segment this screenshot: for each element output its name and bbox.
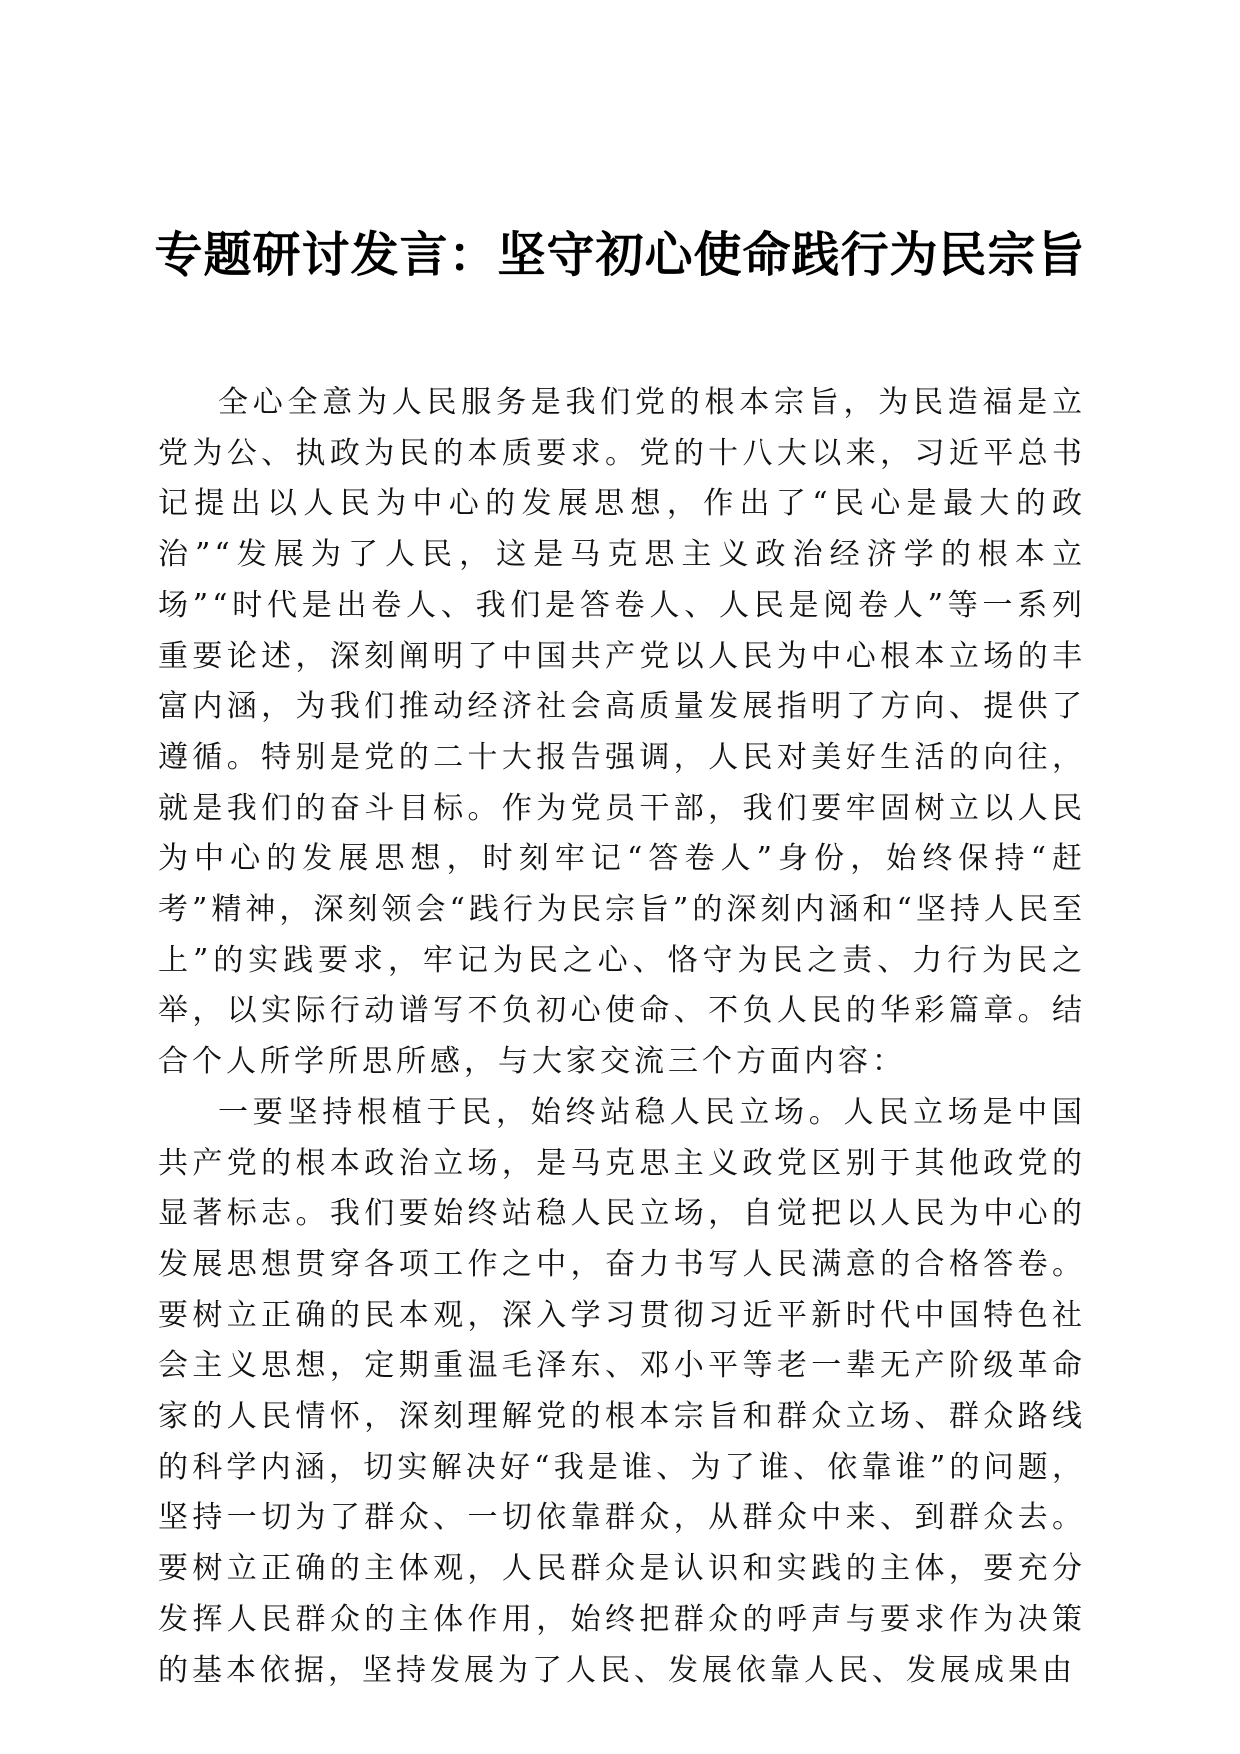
paragraph-point-one: 一要坚持根植于民，始终站稳人民立场。人民立场是中国共产党的根本政治立场，是马克思主义政党区别于其他政党的显著标志。我们要始终站稳人民立场，自觉把以人民为中心的发展思想贯穿各项工作之中，奋力书写人民满意的合格答卷。要树立正确的民本观，深入学习贯彻习近平新时代中国特色社会主义思想，定期重温毛泽东、邓小平等老一辈无产阶级革命家的人民情怀，深刻理解党的根本宗旨和群众立场、群众路线的科学内涵，切实解决好“我是谁、为了谁、依靠谁”的问题，坚持一切为了群众、一切依靠群众，从群众中来、到群众去。要树立正确的主体观，人民群众是认识和实践的主体，要充分发挥人民群众的主体作用，始终把群众的呼声与要求作为决策的基本依据，坚持发展为了人民、发展依靠人民、发展成果由 <box>158 1094 1086 1688</box>
document-body <box>158 378 1086 1696</box>
paragraph-intro: 全心全意为人民服务是我们党的根本宗旨，为民造福是立党为公、执政为民的本质要求。党的十八大以来，习近平总书记提出以人民为中心的发展思想，作出了“民心是最大的政治”“发展为了人民，这是马克思主义政治经济学的根本立场”“时代是出卷人、我们是答卷人、人民是阅卷人”等一系列重要论述，深刻阐明了中国共产党以人民为中心根本立场的丰富内涵，为我们推动经济社会高质量发展指明了方向、提供了遵循。特别是党的二十大报告强调，人民对美好生活的向往，就是我们的奋斗目标。作为党员干部，我们要牢固树立以人民为中心的发展思想，时刻牢记“答卷人”身份，始终保持“赶考”精神，深刻领会“践行为民宗旨”的深刻内涵和“坚持人民至上”的实践要求，牢记为民之心、恪守为民之责、力行为民之举，以实际行动谱写不负初心使命、不负人民的华彩篇章。结合个人所学所思所感，与大家交流三个方面内容： <box>158 385 1086 1080</box>
document-title: 专题研讨发言：坚守初心使命践行为民宗旨 <box>154 227 1086 283</box>
